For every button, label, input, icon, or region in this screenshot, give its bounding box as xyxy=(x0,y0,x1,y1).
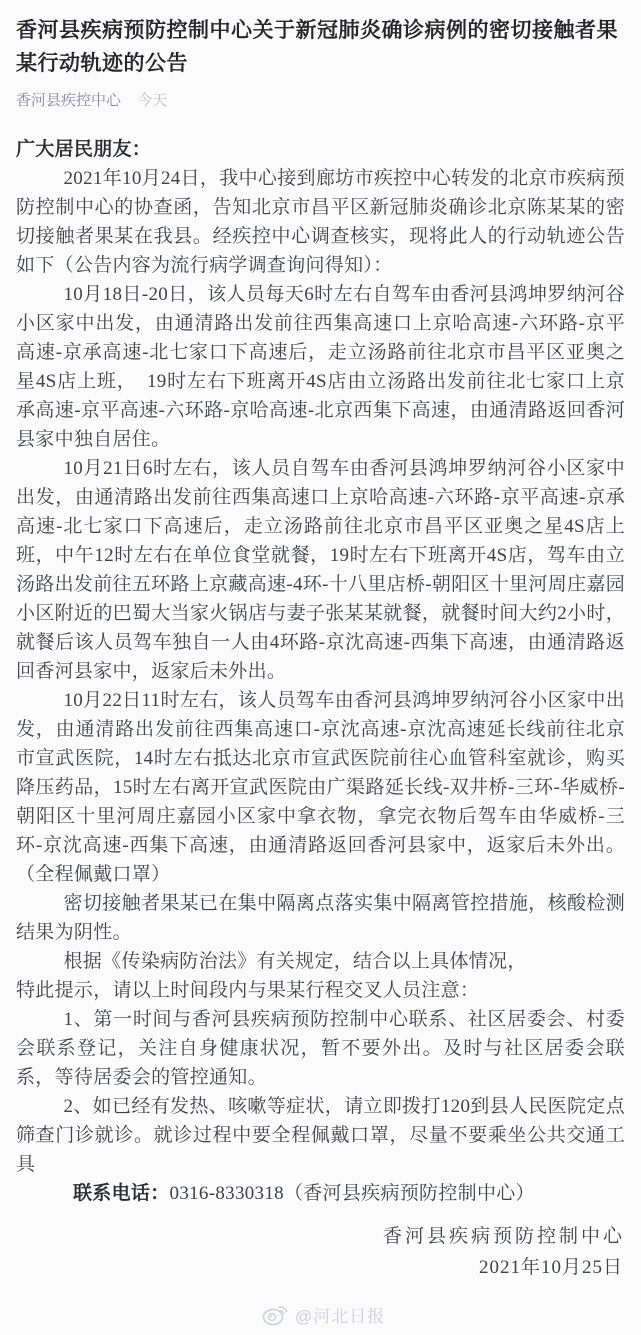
para-instruction-2: 2、如已经有发热、咳嗽等症状，请立即拨打120到县人民医院定点筛查门诊就诊。就诊过程中要全程佩戴口罩，尽量不要乘坐公共交通工具 xyxy=(16,1096,625,1175)
para-quarantine-status: 密切接触者果某已在集中隔离点落实集中隔离管控措施，核酸检测结果为阴性。 xyxy=(16,893,625,943)
contact-label: 联系电话： xyxy=(73,1183,170,1204)
para-legal-basis: 根据《传染病防治法》有关规定，结合以上具体情况， xyxy=(63,951,527,972)
watermark-text: @河北日报 xyxy=(295,1307,386,1326)
signature-block xyxy=(16,1221,625,1283)
para-route-oct18-20: 10月18日-20日，该人员每天6时左右自驾车由香河县鸿坤罗纳河谷小区家中出发，由通清路出发前往西集高速口上京哈高速-六环路-京平高速-京承高速-北七家口下高速后，走立汤路前往北京市昌平区亚奥之星4S店上班， 19时左右下班离开4S店由立汤路出发前往北七家口上京承高速-京平高速-六环路-京哈高速-北京西集下高速，由通清路返回香河县家中独自居住。 xyxy=(16,284,625,450)
publish-time: 今天 xyxy=(137,92,168,109)
salutation: 广大居民朋友： xyxy=(16,139,152,160)
contact-phone: 0316-8330318（香河县疾病预防控制中心） xyxy=(169,1183,535,1204)
para-intro: 2021年10月24日，我中心接到廊坊市疾控中心转发的北京市疾病预防控制中心的协查函，告知北京市昌平区新冠肺炎确诊北京陈某某的密切接触者果某在我县。经疾控中心调查核实，现将此人的行动轨迹公告如下（公告内容为流行病学调查询问得知）： xyxy=(16,168,625,276)
weibo-watermark xyxy=(262,1302,385,1327)
para-route-oct22: 10月22日11时左右，该人员驾车由香河县鸿坤罗纳河谷小区家中出发，由通清路出发前往西集高速口-京沈高速-京沈高速延长线前往北京市宣武医院，14时左右抵达北京市宣武医院前往心血管科室就诊，购买降压药品，15时左右离开宣武医院由广渠路延长线-双井桥-三环-华威桥-朝阳区十里河周庄嘉园小区家中拿衣物，拿完衣物后驾车由华威桥-三环-京沈高速-西集下高速，由通清路返回香河县家中，返家后未外出。（全程佩戴口罩） xyxy=(16,690,625,885)
signature-org: 香河县疾病预防控制中心 xyxy=(382,1226,625,1247)
weibo-icon xyxy=(262,1303,289,1326)
page-title: 香河县疾病预防控制中心关于新冠肺炎确诊病例的密切接触者果某行动轨迹的公告 xyxy=(16,19,618,75)
para-notice-lead: 特此提示，请以上时间段内与果某行程交叉人员注意： xyxy=(16,980,480,1001)
para-route-oct21: 10月21日6时左右，该人员自驾车由香河县鸿坤罗纳河谷小区家中出发，由通清路出发前往西集高速口上京哈高速-六环路-京平高速-京承高速-北七家口下高速后，走立汤路前往北京市昌平区亚奥之星4S店上班，中午12时左右在单位食堂就餐，19时左右下班离开4S店，驾车由立汤路出发前往五环路上京藏高速-4环-十八里店桥-朝阳区十里河周庄嘉园小区附近的巴蜀大当家火锅店与妻子张某某就餐，就餐时间大约2小时，就餐后该人员驾车独自一人由4环路-京沈高速-西集下高速，由通清路返回香河县家中，返家后未外出。 xyxy=(16,458,625,682)
account-name-link[interactable]: 香河县疾控中心 xyxy=(16,92,122,109)
signature-date: 2021年10月25日 xyxy=(478,1257,623,1278)
article-header xyxy=(16,14,625,110)
article-meta xyxy=(16,92,625,110)
para-instruction-1: 1、第一时间与香河县疾病预防控制中心联系、社区居委会、村委会联系登记，关注自身健康状况，暂不要外出。及时与社区居委会联系，等待居委会的管控通知。 xyxy=(16,1009,625,1088)
announcement-document xyxy=(16,135,625,1283)
contact-line xyxy=(16,1179,625,1208)
